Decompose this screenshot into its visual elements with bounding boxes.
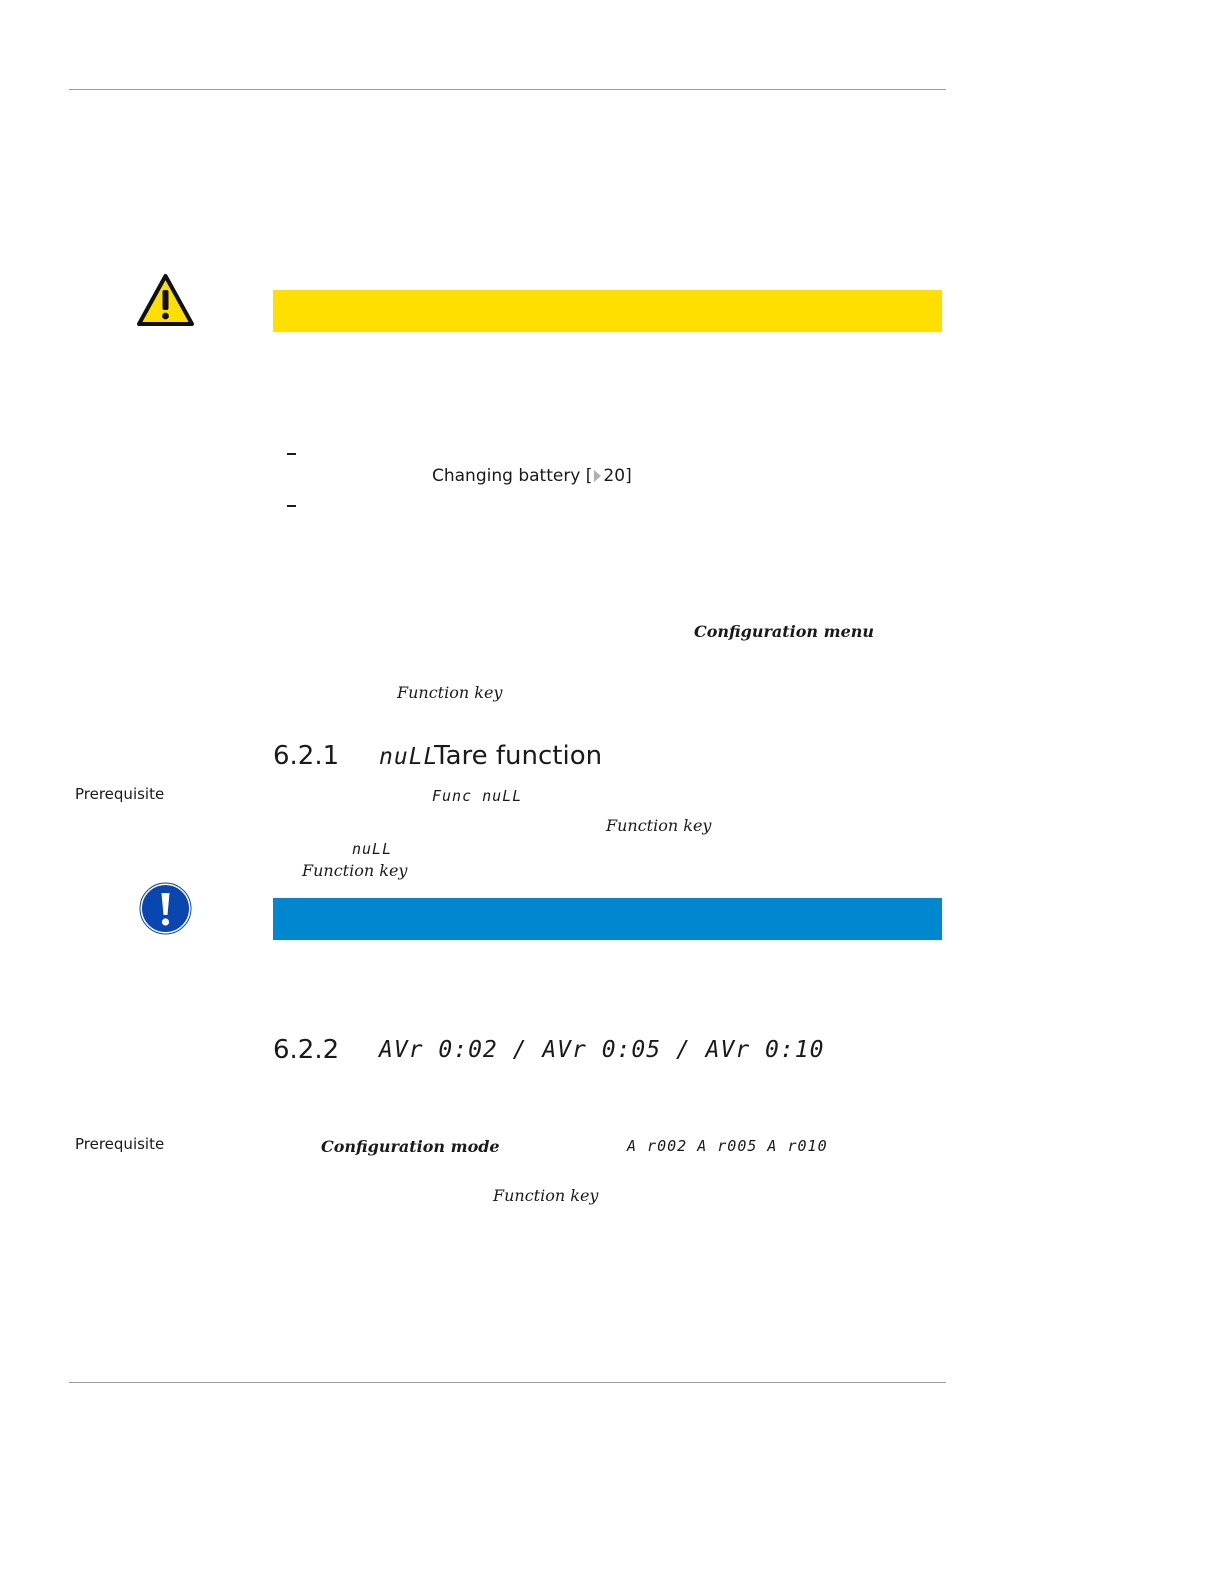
- exclamation-circle-icon: [139, 882, 192, 935]
- warning-triangle-icon: [136, 273, 195, 327]
- function-key-emphasis: Function key: [302, 861, 408, 880]
- list-bullet: [287, 453, 296, 455]
- link-page-number: 20: [603, 466, 626, 486]
- note-band: [273, 898, 942, 940]
- section-621-display-code: nuLL: [379, 744, 439, 770]
- display-null: nuLL: [352, 840, 393, 858]
- link-label: Changing battery: [432, 466, 581, 486]
- function-key-emphasis: Function key: [397, 683, 503, 702]
- display-averaging-values: A r002 A r005 A r010: [627, 1137, 828, 1155]
- section-622-number: 6.2.2: [273, 1035, 340, 1065]
- configuration-menu-emphasis: Configuration menu: [694, 622, 875, 641]
- link-close-bracket: ]: [625, 466, 632, 486]
- function-key-emphasis: Function key: [493, 1186, 599, 1205]
- function-key-emphasis: Function key: [606, 816, 712, 835]
- changing-battery-link[interactable]: [432, 466, 632, 486]
- list-bullet: [287, 505, 296, 507]
- header-rule: [69, 89, 946, 90]
- section-621-title: Tare function: [434, 741, 603, 771]
- section-622-title-display: AVr 0:02 / AVr 0:05 / AVr 0:10: [379, 1037, 825, 1063]
- footer-rule: [69, 1382, 946, 1383]
- configuration-mode-emphasis: Configuration mode: [321, 1137, 500, 1156]
- link-open-bracket: [: [585, 466, 593, 486]
- display-func-null: Func nuLL: [432, 787, 523, 805]
- warning-band: [273, 290, 942, 332]
- prerequisite-label: Prerequisite: [75, 785, 165, 803]
- prerequisite-label: Prerequisite: [75, 1135, 165, 1153]
- section-621-number: 6.2.1: [273, 741, 340, 771]
- page-pointer-icon: [594, 470, 601, 482]
